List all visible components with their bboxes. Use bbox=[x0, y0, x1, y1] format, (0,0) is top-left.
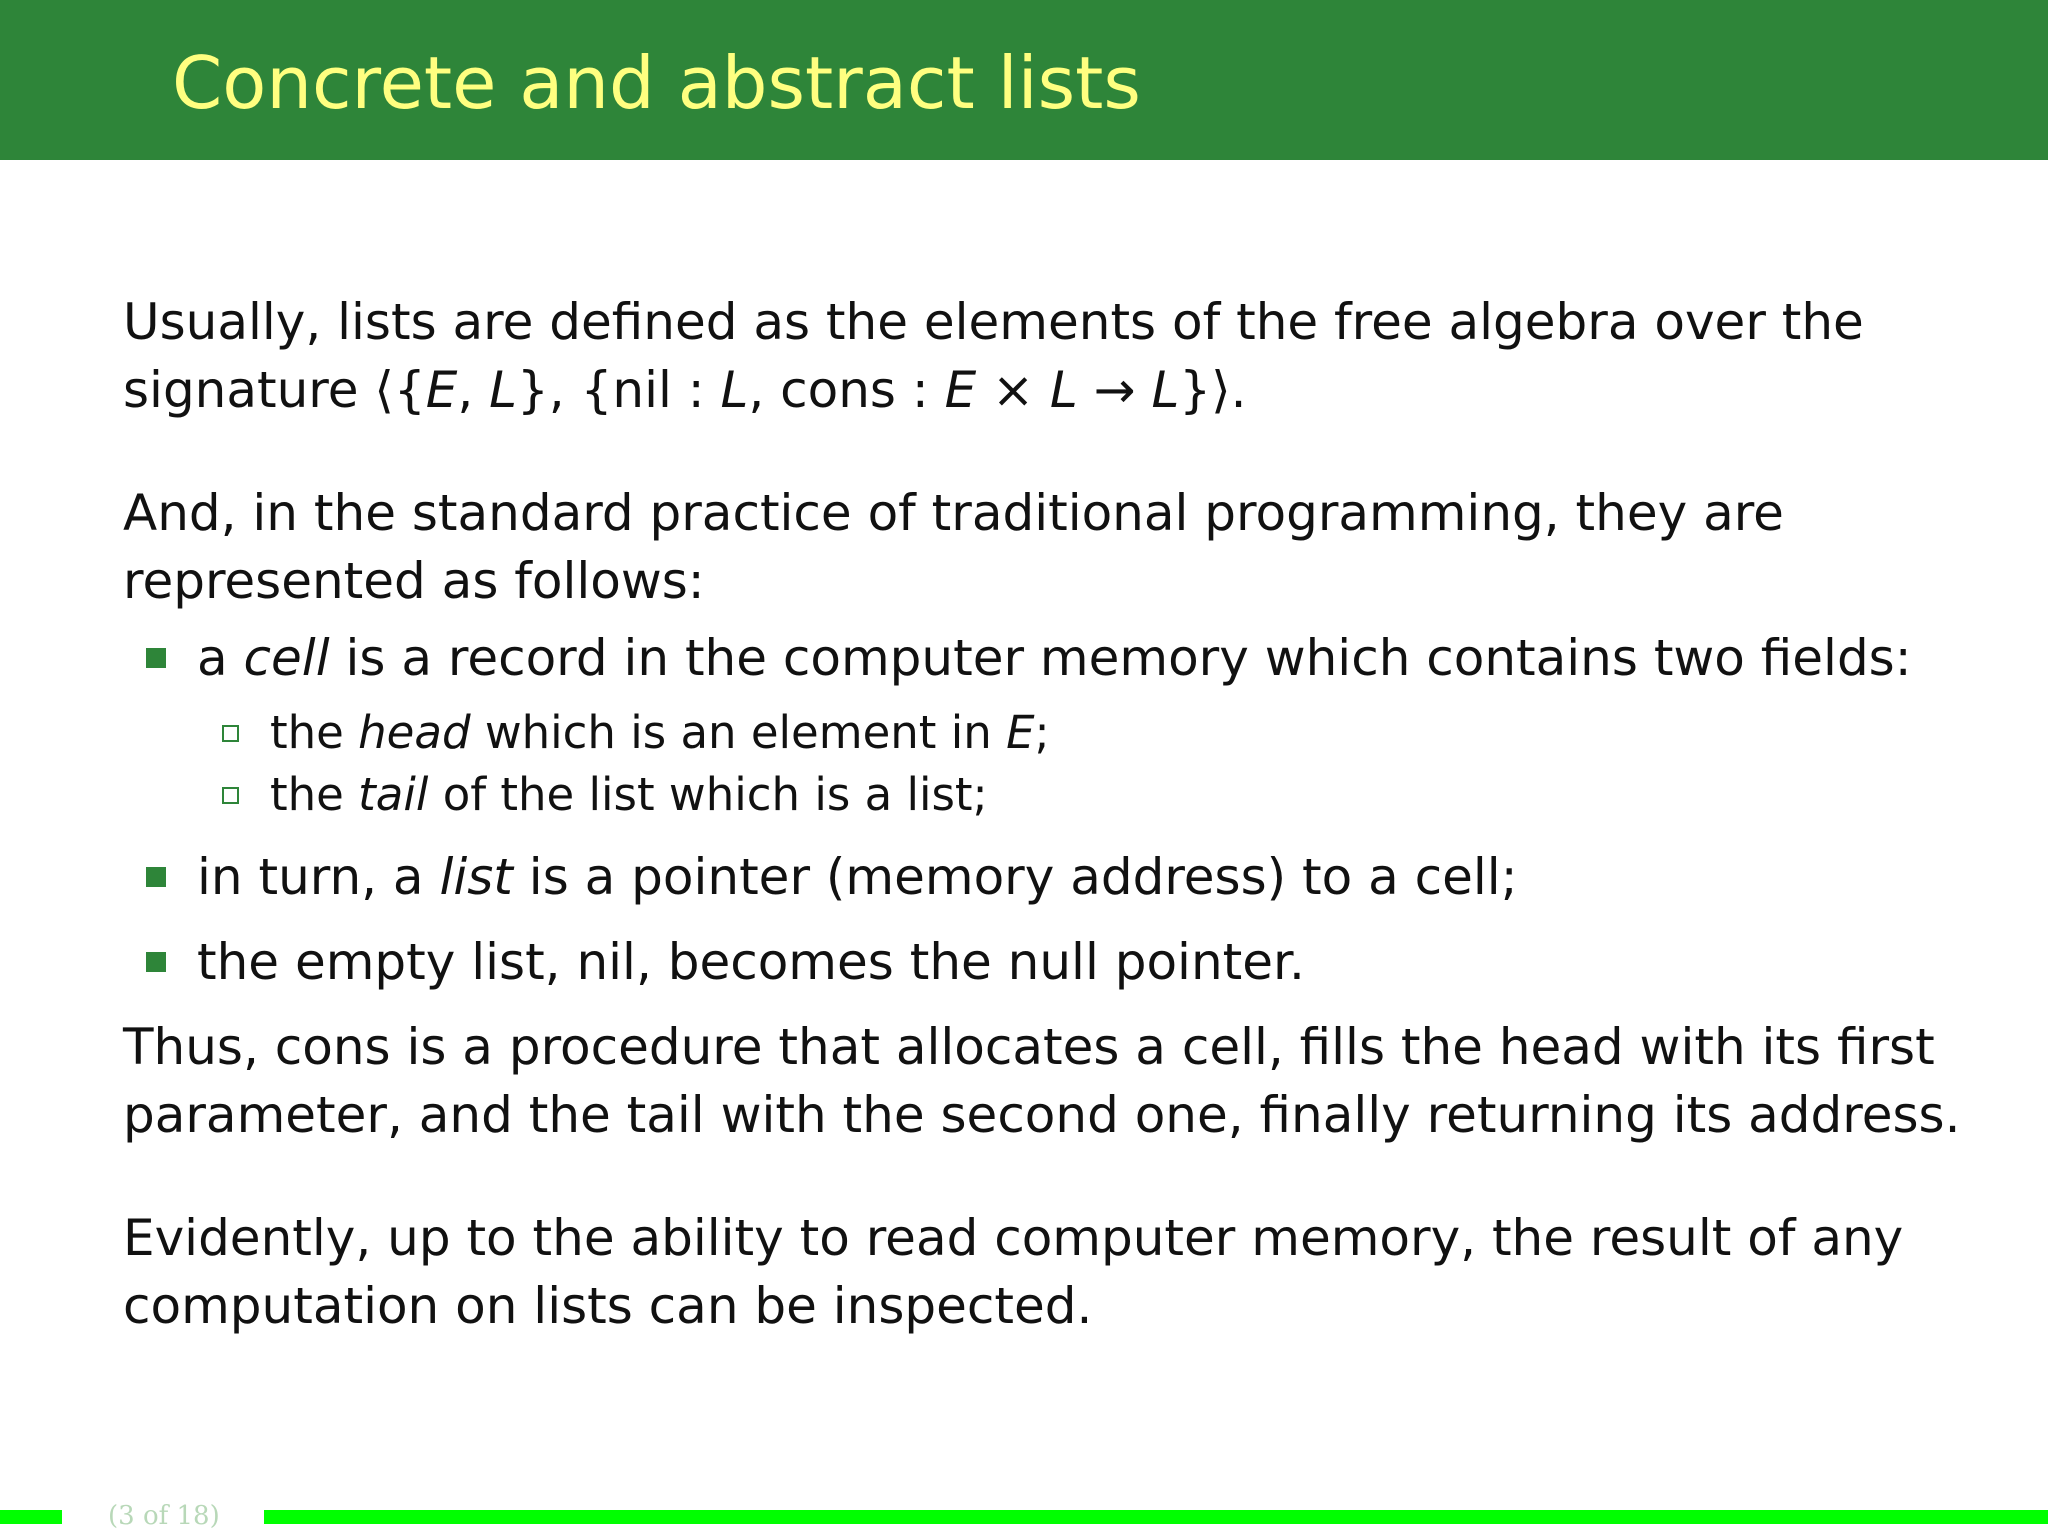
sub-bullet-marker bbox=[222, 787, 239, 804]
sub-item-head: the head which is an element in E; bbox=[270, 706, 1050, 759]
intro-line-2: signature ⟨{E, L}, {nil : L, cons : E × L → L}⟩. bbox=[123, 361, 1247, 419]
bullet-marker bbox=[146, 867, 166, 887]
evident-line-1: Evidently, up to the ability to read computer memory, the result of any bbox=[123, 1209, 1904, 1267]
sub-item-tail: the tail of the list which is a list; bbox=[270, 768, 988, 821]
practice-line-2: represented as follows: bbox=[123, 552, 705, 610]
thus-line-1: Thus, cons is a procedure that allocates a cell, fills the head with its first bbox=[123, 1018, 1935, 1076]
footer-progress-left bbox=[0, 1510, 62, 1524]
list-item-list: in turn, a list is a pointer (memory address) to a cell; bbox=[197, 848, 1518, 906]
thus-line-2: parameter, and the tail with the second one, finally returning its address. bbox=[123, 1086, 1961, 1144]
page-number: (3 of 18) bbox=[108, 1501, 220, 1531]
bullet-marker bbox=[146, 648, 166, 668]
list-item-cell: a cell is a record in the computer memory which contains two fields: bbox=[197, 629, 1912, 687]
intro-line-1: Usually, lists are defined as the elements of the free algebra over the bbox=[123, 293, 1864, 351]
slide-title: Concrete and abstract lists bbox=[172, 41, 1141, 125]
list-item-nil: the empty list, nil, becomes the null pointer. bbox=[197, 933, 1305, 991]
sub-bullet-marker bbox=[222, 725, 239, 742]
slide-header bbox=[0, 0, 2048, 160]
footer-progress-right bbox=[264, 1510, 2048, 1524]
practice-line-1: And, in the standard practice of traditional programming, they are bbox=[123, 484, 1784, 542]
bullet-marker bbox=[146, 952, 166, 972]
evident-line-2: computation on lists can be inspected. bbox=[123, 1277, 1093, 1335]
